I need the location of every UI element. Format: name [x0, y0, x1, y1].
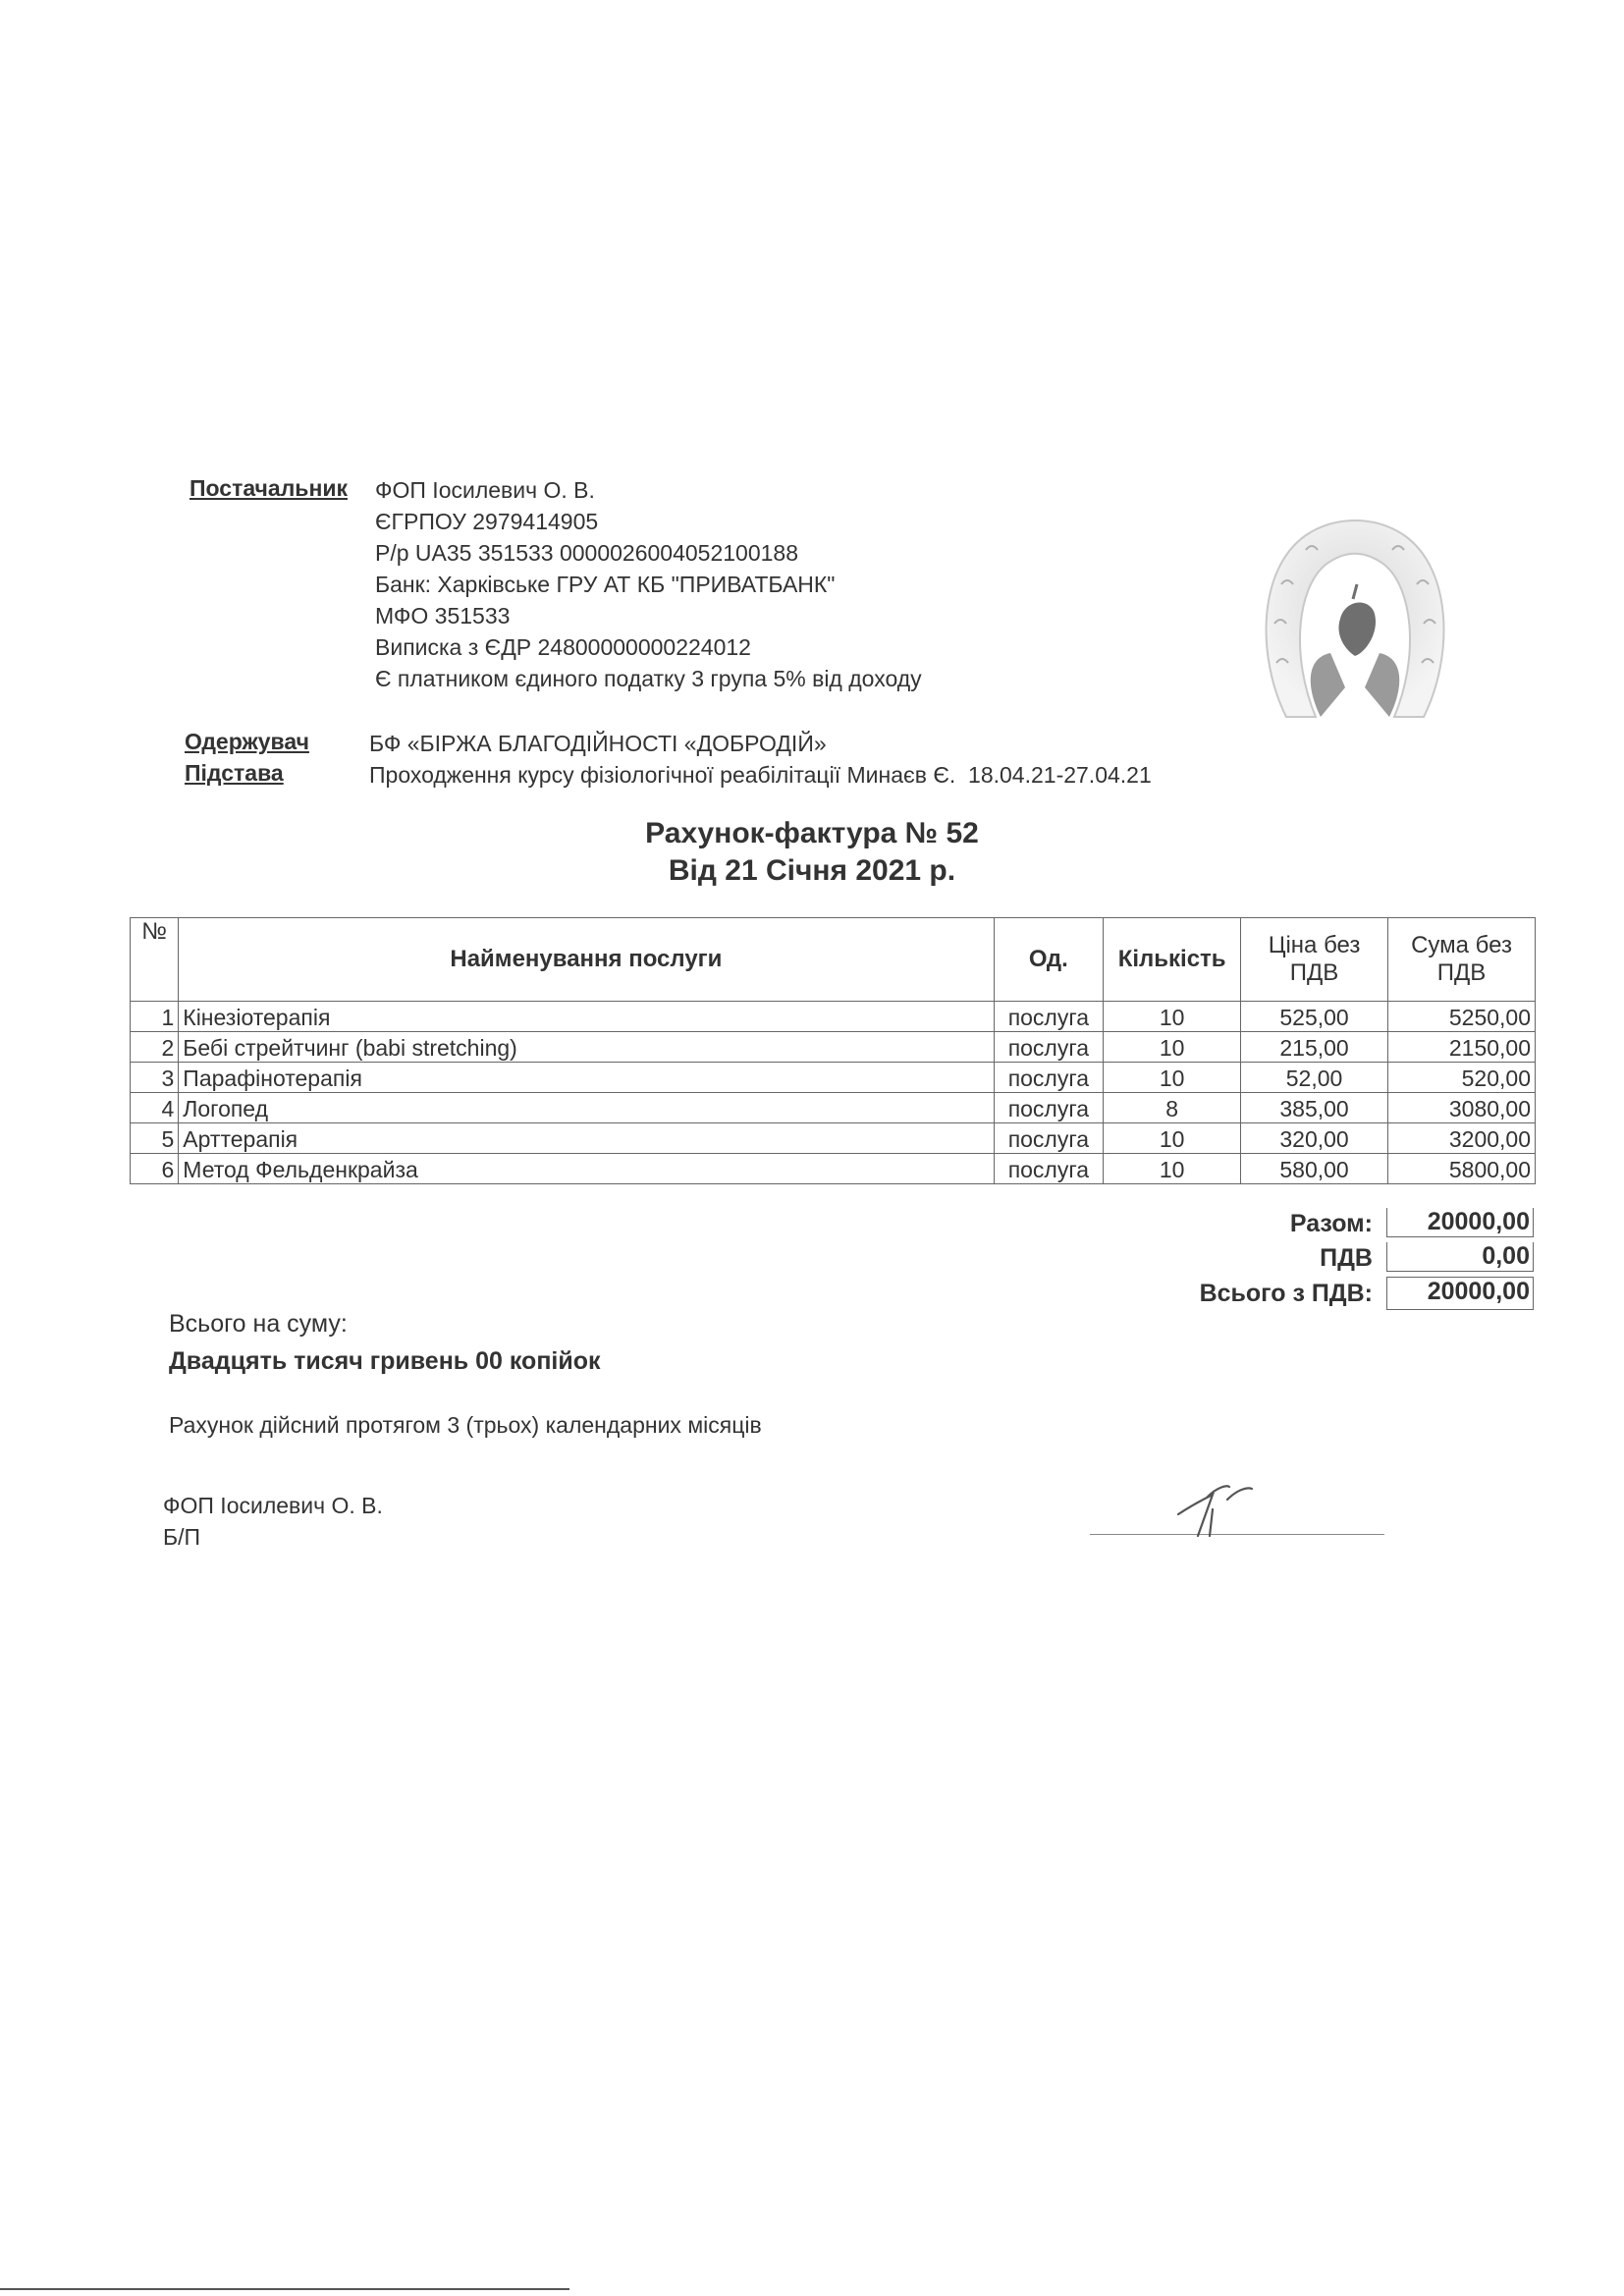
header-num: №: [131, 918, 179, 1002]
table-row: [131, 1063, 1536, 1093]
subtotal-label: Разом:: [1289, 1210, 1373, 1237]
row-qty: 8: [1104, 1093, 1241, 1123]
row-unit: послуга: [994, 1093, 1104, 1123]
supplier-edrpou: ЄГРПОУ 2979414905: [375, 509, 599, 534]
row-qty: 10: [1104, 1032, 1241, 1063]
row-qty: 10: [1104, 1063, 1241, 1093]
validity-note: Рахунок дійсний протягом 3 (трьох) календарних місяців: [169, 1412, 762, 1438]
total-value: 20000,00: [1386, 1277, 1534, 1310]
row-price: 52,00: [1241, 1063, 1388, 1093]
row-name: Метод Фельденкрайза: [179, 1154, 994, 1184]
row-price: 320,00: [1241, 1123, 1388, 1154]
horseshoe-hands-logo-icon: [1247, 491, 1463, 737]
row-sum: 3200,00: [1388, 1123, 1536, 1154]
total-label: Всього з ПДВ:: [1199, 1280, 1373, 1307]
row-unit: послуга: [994, 1032, 1104, 1063]
signatory-name: ФОП Іосилевич О. В.: [163, 1493, 383, 1518]
row-name: Арттерапія: [179, 1123, 994, 1154]
supplier-edr-extract: Виписка з ЄДР 24800000000224012: [375, 634, 751, 660]
row-num: 4: [131, 1093, 179, 1123]
row-sum: 520,00: [1388, 1063, 1536, 1093]
table-row: [131, 1032, 1536, 1063]
supplier-account: Р/р UA35 351533 0000026004052100188: [375, 540, 799, 566]
header-price-line2: ПДВ: [1289, 959, 1339, 986]
subtotal-value: 20000,00: [1386, 1208, 1534, 1237]
row-unit: послуга: [994, 1154, 1104, 1184]
row-num: 2: [131, 1032, 179, 1063]
row-sum: 2150,00: [1388, 1032, 1536, 1063]
vat-label: ПДВ: [1320, 1244, 1373, 1272]
row-price: 215,00: [1241, 1032, 1388, 1063]
header-sum-line1: Сума без: [1411, 932, 1512, 958]
row-price: 525,00: [1241, 1002, 1388, 1032]
row-qty: 10: [1104, 1123, 1241, 1154]
row-num: 5: [131, 1123, 179, 1154]
invoice-title: Рахунок-фактура № 52: [645, 817, 979, 849]
table-row: [131, 1154, 1536, 1184]
supplier-mfo: МФО 351533: [375, 603, 511, 629]
scan-edge-line: [0, 2288, 569, 2290]
signature: [1168, 1475, 1286, 1544]
vat-value: 0,00: [1386, 1242, 1534, 1272]
row-sum: 5250,00: [1388, 1002, 1536, 1032]
row-num: 1: [131, 1002, 179, 1032]
row-name: Бебі стрейтчинг (babi stretching): [179, 1032, 994, 1063]
recipient-label: Одержувач: [185, 729, 309, 754]
row-name: Кінезіотерапія: [179, 1002, 994, 1032]
amount-caption: Всього на суму:: [169, 1310, 348, 1338]
header-price: [1241, 918, 1388, 1002]
row-unit: послуга: [994, 1063, 1104, 1093]
row-price: 580,00: [1241, 1154, 1388, 1184]
row-unit: послуга: [994, 1123, 1104, 1154]
basis-label: Підстава: [185, 760, 284, 786]
signatory-note: Б/П: [163, 1524, 201, 1550]
row-sum: 3080,00: [1388, 1093, 1536, 1123]
header-sum-line2: ПДВ: [1436, 959, 1487, 986]
table-row: [131, 1123, 1536, 1154]
row-num: 3: [131, 1063, 179, 1093]
header-sum: [1388, 918, 1536, 1002]
recipient-value: БФ «БІРЖА БЛАГОДІЙНОСТІ «ДОБРОДІЙ»: [369, 731, 827, 756]
supplier-bank: Банк: Харківське ГРУ АТ КБ "ПРИВАТБАНК": [375, 572, 836, 597]
invoice-items-table: [130, 917, 1536, 1184]
row-sum: 5800,00: [1388, 1154, 1536, 1184]
supplier-label: Постачальник: [189, 475, 348, 501]
supplier-tax-status: Є платником єдиного податку 3 група 5% від доходу: [375, 666, 922, 691]
row-qty: 10: [1104, 1002, 1241, 1032]
amount-in-words: Двадцять тисяч гривень 00 копійок: [169, 1347, 601, 1375]
invoice-date: Від 21 Січня 2021 р.: [668, 854, 956, 887]
row-num: 6: [131, 1154, 179, 1184]
row-name: Логопед: [179, 1093, 994, 1123]
row-unit: послуга: [994, 1002, 1104, 1032]
basis-value: Проходження курсу фізіологічної реабілітації Минаєв Є. 18.04.21-27.04.21: [369, 762, 1152, 788]
row-price: 385,00: [1241, 1093, 1388, 1123]
supplier-name: ФОП Іосилевич О. В.: [375, 477, 595, 503]
table-row: [131, 1093, 1536, 1123]
header-unit: Од.: [994, 918, 1104, 1002]
table-row: [131, 1002, 1536, 1032]
header-price-line1: Ціна без: [1268, 932, 1361, 958]
header-name: Найменування послуги: [179, 918, 994, 1002]
handwritten-signature-icon: [1168, 1475, 1286, 1544]
header-qty: Кількість: [1104, 918, 1241, 1002]
charity-logo: [1247, 491, 1463, 737]
row-name: Парафінотерапія: [179, 1063, 994, 1093]
row-qty: 10: [1104, 1154, 1241, 1184]
table-header-row: [131, 918, 1536, 1002]
